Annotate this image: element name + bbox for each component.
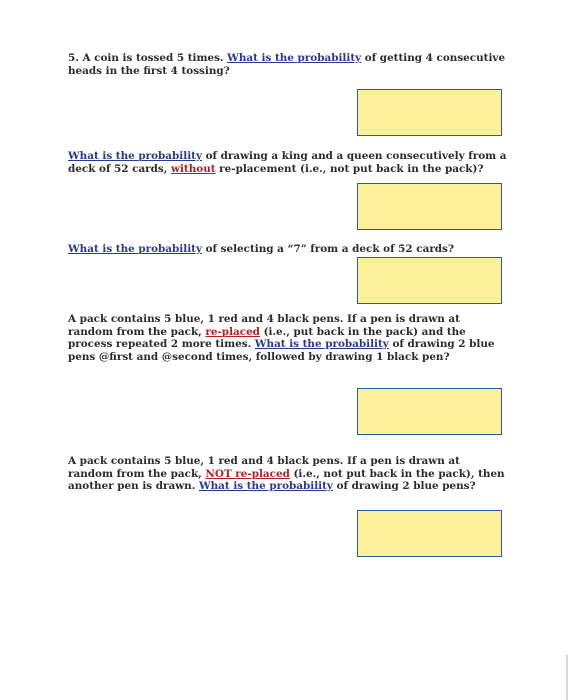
question-5-text: A pack contains 5 blue, 1 red and 4 black pens. If a pen is drawn at random from the pack, NOT re-placed (i.e., not put back in the pack), then another pen is drawn. What is the probability of drawing 2 blue pens?: [68, 455, 505, 493]
re-placed-link[interactable]: re-placed: [205, 325, 260, 338]
question-2-text: What is the probability of drawing a king and a queen consecutively from a deck of 52 cards, without re-placement (i.e., not put back in the pack)?: [68, 150, 507, 175]
answer-box-3[interactable]: [357, 257, 502, 304]
question-4-text: A pack contains 5 blue, 1 red and 4 black pens. If a pen is drawn at random from the pack, re-placed (i.e., put back in the pack) and the process repeated 2 more times. What is the probability of drawing 2 blue pens @first and @second times, followed by drawing 1 black pen?: [68, 313, 495, 363]
answer-box-4[interactable]: [357, 388, 502, 435]
probability-link[interactable]: What is the probability: [227, 52, 362, 64]
probability-link[interactable]: What is the probability: [68, 243, 202, 255]
without-link[interactable]: without: [171, 162, 216, 175]
not-re-placed-link[interactable]: NOT re-placed: [205, 467, 290, 480]
answer-box-1[interactable]: [357, 89, 502, 136]
scrollbar[interactable]: [566, 655, 568, 700]
probability-link[interactable]: What is the probability: [68, 150, 202, 162]
answer-box-5[interactable]: [357, 510, 502, 557]
question-3-text: What is the probability of selecting a “7” from a deck of 52 cards?: [68, 243, 454, 255]
probability-link[interactable]: What is the probability: [198, 480, 333, 493]
question-number: 5.: [68, 52, 79, 64]
question-1-text: 5. A coin is tossed 5 times. What is the probability of getting 4 consecutive heads in the first 4 tossing?: [68, 52, 506, 77]
probability-link[interactable]: What is the probability: [254, 338, 389, 351]
answer-box-2[interactable]: [357, 183, 502, 230]
